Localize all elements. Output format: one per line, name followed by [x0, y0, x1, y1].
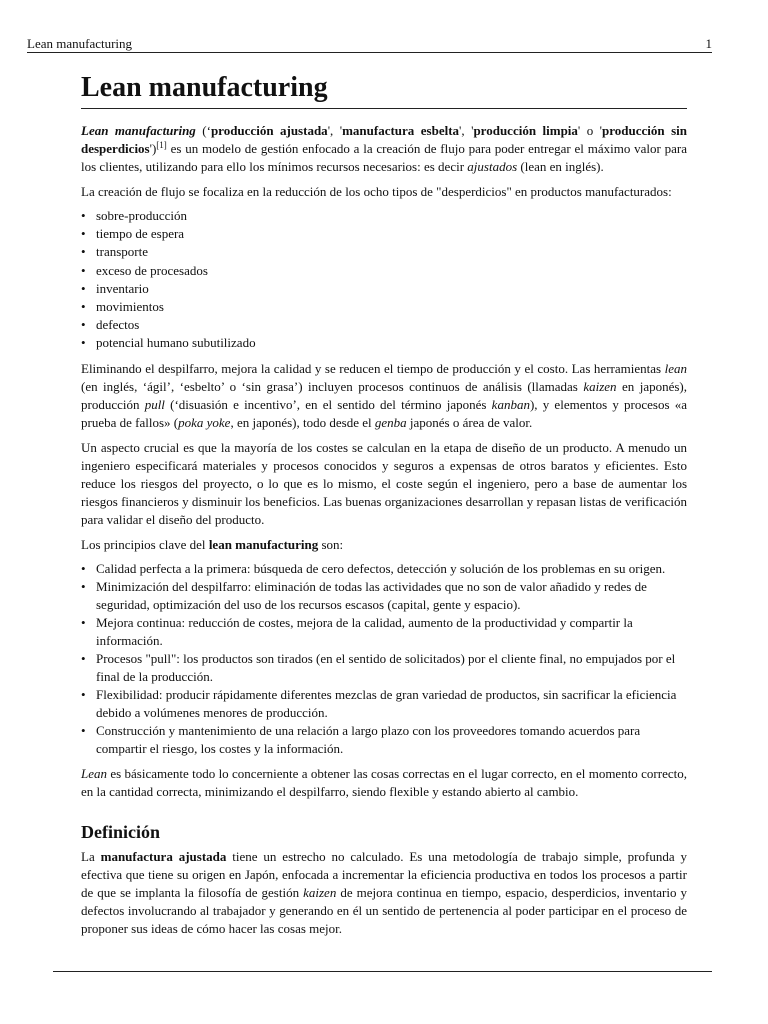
header-page-number: 1	[705, 36, 712, 51]
definition-paragraph: La manufactura ajustada tiene un estrecho no calculado. Es una metodología de trabajo simple, profunda y efectiva que tiene su origen en Japón, enfocada a incrementar la eficiencia productiva en todos los procesos a partir de que se implanta la filosofía de gestión kaizen de mejora continua en tiempo, espacio, desperdicios, inventario y defectos involucrando al trabajador y generando en él un sentido de pertenencia al poder participar en el proceso de proponer sus ideas de cómo hacer las cosas mejor.	[81, 848, 687, 936]
waste-list	[81, 207, 687, 353]
list-item: • exceso de procesados	[81, 262, 687, 280]
list-item: • Minimización del despilfarro: eliminación de todas las actividades que no son de valor añadido y redes de seguridad, optimización del uso de los recursos escasos (capital, gente y espacio).	[81, 578, 687, 614]
footer-rule	[53, 971, 712, 972]
summary-paragraph: Lean es básicamente todo lo concerniente a obtener las cosas correctas en el lugar correcto, en el momento correcto, en la cantidad correcta, minimizando el despilfarro, siendo flexible y estando abierto al cambio.	[81, 765, 687, 799]
waste-intro: La creación de flujo se focaliza en la reducción de los ocho tipos de "desperdicios" en productos manufacturados:	[81, 184, 672, 199]
list-item: • Flexibilidad: producir rápidamente diferentes mezclas de gran variedad de productos, sin sacrificar la eficiencia debido a volúmenes menores de producción.	[81, 686, 687, 722]
principles-intro: Los principios clave del lean manufacturing son:	[81, 536, 344, 552]
list-item: • Calidad perfecta a la primera: búsqueda de cero defectos, detección y solución de los problemas en su origen.	[81, 560, 687, 578]
reference-link[interactable]: [1]	[156, 140, 167, 150]
article-body	[81, 70, 687, 938]
list-item: • tiempo de espera	[81, 225, 687, 243]
cost-paragraph: Un aspecto crucial es que la mayoría de los costes se calculan en la etapa de diseño de un producto. A menudo un ingeniero especificará materiales y procesos conocidos y seguros a expensas de otros baratos y eficientes. Esto reduce los riesgos del proyecto, o lo que es lo mismo, el coste según el ingeniero, pero a base de aumentar los riesgos financieros y disminuir los beneficios. Las buenas organizaciones desarrollan y repasan listas de verificación para validar el diseño del producto.	[81, 439, 687, 527]
principles-list	[81, 560, 687, 758]
intro-term: Lean manufacturing	[81, 123, 196, 138]
tools-paragraph: Eliminando el despilfarro, mejora la calidad y se reducen el tiempo de producción y el costo. Las herramientas lean (en inglés, ‘ágil’, ‘esbelto’ o ‘sin grasa’) incluyen procesos continuos de análisis (llamadas kaizen en japonés), producción pull (‘disuasión e incentivo’, en el sentido del término japonés kanban), y elementos y procesos «a prueba de fallos» (poka yoke, en japonés), todo desde el genba japonés o área de valor.	[81, 360, 688, 430]
list-item: • Mejora continua: reducción de costes, mejora de la calidad, aumento de la productividad y compartir la información.	[81, 614, 687, 650]
list-item: • potencial humano subutilizado	[81, 334, 687, 352]
list-item: • inventario	[81, 280, 687, 298]
list-item: • defectos	[81, 316, 687, 334]
section-heading-definicion: Definición	[81, 821, 160, 842]
list-item: • Construcción y mantenimiento de una relación a largo plazo con los proveedores tomando acuerdos para compartir el riesgo, los costes y la información.	[81, 722, 687, 758]
list-item: • movimientos	[81, 298, 687, 316]
header-title: Lean manufacturing	[27, 36, 133, 51]
list-item: • Procesos "pull": los productos son tirados (en el sentido de solicitados) por el cliente final, no empujados por el final de la producción.	[81, 650, 687, 686]
page-title: Lean manufacturing	[81, 70, 687, 109]
list-item: • sobre-producción	[81, 207, 687, 225]
running-header	[27, 36, 712, 53]
list-item: • transporte	[81, 243, 687, 261]
intro-paragraph: Lean manufacturing (‘producción ajustada', 'manufactura esbelta', 'producción limpia' o 'producción sin desperdicios')[1] es un modelo de gestión enfocado a la creación de flujo para poder entregar el máximo valor para los clientes, utilizando para ello los mínimos recursos necesarios: es decir ajustados (lean en inglés).	[81, 123, 687, 174]
